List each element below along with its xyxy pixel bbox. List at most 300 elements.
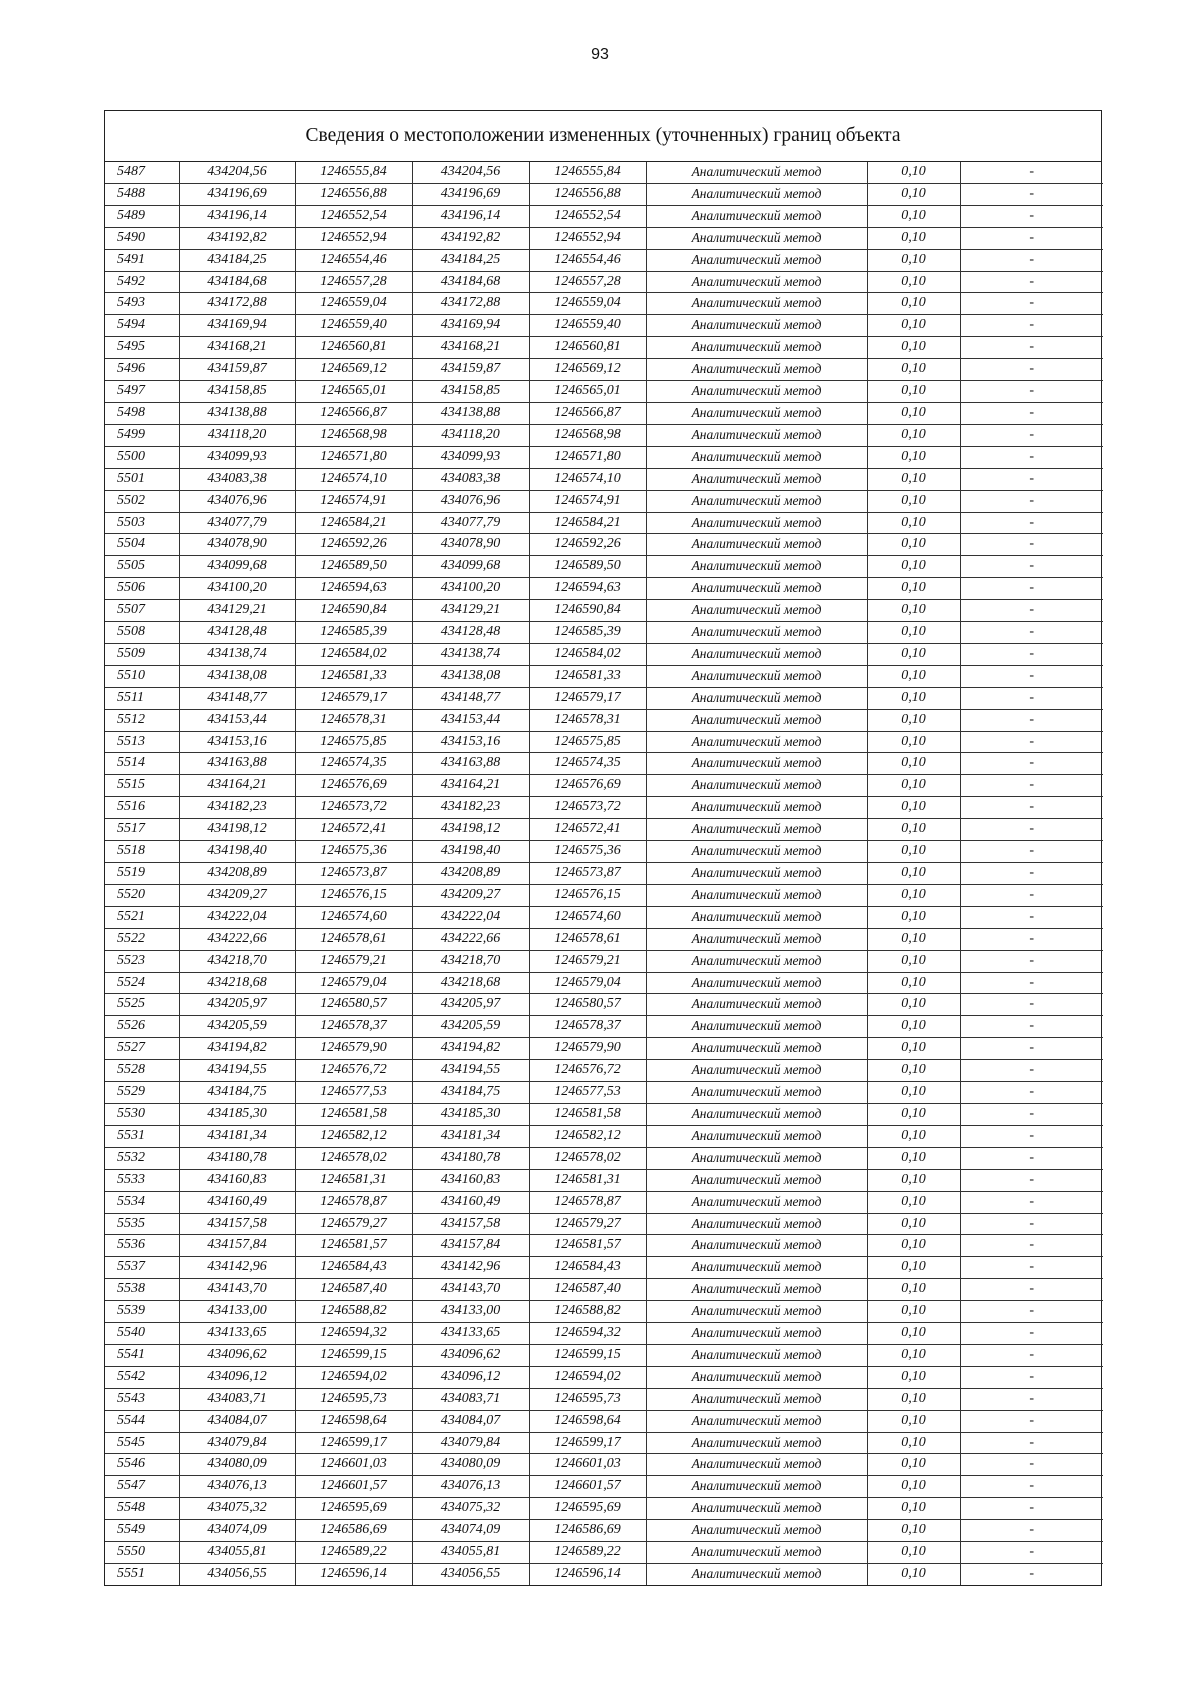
method-cell: Аналитический метод [646, 665, 867, 687]
x-new-cell: 434181,34 [412, 1125, 529, 1147]
accuracy-cell: 0,10 [867, 1213, 960, 1235]
y-old-cell: 1246574,35 [295, 753, 412, 775]
note-cell: - [960, 994, 1103, 1016]
point-number-cell: 5537 [105, 1257, 179, 1279]
accuracy-cell: 0,10 [867, 819, 960, 841]
y-old-cell: 1246576,72 [295, 1060, 412, 1082]
method-cell: Аналитический метод [646, 1279, 867, 1301]
table-row [105, 1476, 1103, 1498]
accuracy-cell: 0,10 [867, 249, 960, 271]
y-new-cell: 1246578,37 [529, 1016, 646, 1038]
point-number-cell: 5499 [105, 424, 179, 446]
table-row [105, 643, 1103, 665]
point-number-cell: 5541 [105, 1344, 179, 1366]
point-number-cell: 5489 [105, 205, 179, 227]
y-new-cell: 1246595,69 [529, 1498, 646, 1520]
note-cell: - [960, 1213, 1103, 1235]
y-old-cell: 1246573,87 [295, 863, 412, 885]
x-old-cell: 434169,94 [179, 315, 295, 337]
y-old-cell: 1246585,39 [295, 622, 412, 644]
y-old-cell: 1246592,26 [295, 534, 412, 556]
table-row [105, 1520, 1103, 1542]
x-old-cell: 434208,89 [179, 863, 295, 885]
method-cell: Аналитический метод [646, 643, 867, 665]
point-number-cell: 5523 [105, 950, 179, 972]
y-new-cell: 1246588,82 [529, 1301, 646, 1323]
note-cell: - [960, 731, 1103, 753]
note-cell: - [960, 359, 1103, 381]
note-cell: - [960, 424, 1103, 446]
y-new-cell: 1246584,21 [529, 512, 646, 534]
y-old-cell: 1246574,91 [295, 490, 412, 512]
accuracy-cell: 0,10 [867, 1388, 960, 1410]
x-old-cell: 434096,12 [179, 1366, 295, 1388]
x-old-cell: 434168,21 [179, 337, 295, 359]
accuracy-cell: 0,10 [867, 950, 960, 972]
y-new-cell: 1246574,91 [529, 490, 646, 512]
y-new-cell: 1246575,36 [529, 841, 646, 863]
table-row [105, 753, 1103, 775]
table-row [105, 1038, 1103, 1060]
note-cell: - [960, 1279, 1103, 1301]
y-new-cell: 1246576,72 [529, 1060, 646, 1082]
method-cell: Аналитический метод [646, 183, 867, 205]
note-cell: - [960, 1323, 1103, 1345]
boundary-table [104, 110, 1102, 1586]
y-old-cell: 1246587,40 [295, 1279, 412, 1301]
y-new-cell: 1246552,54 [529, 205, 646, 227]
accuracy-cell: 0,10 [867, 534, 960, 556]
x-old-cell: 434185,30 [179, 1103, 295, 1125]
accuracy-cell: 0,10 [867, 1103, 960, 1125]
table-row [105, 249, 1103, 271]
note-cell: - [960, 1191, 1103, 1213]
y-new-cell: 1246557,28 [529, 271, 646, 293]
note-cell: - [960, 446, 1103, 468]
y-old-cell: 1246578,31 [295, 709, 412, 731]
method-cell: Аналитический метод [646, 1060, 867, 1082]
y-old-cell: 1246574,10 [295, 468, 412, 490]
y-old-cell: 1246578,61 [295, 928, 412, 950]
y-old-cell: 1246580,57 [295, 994, 412, 1016]
table-row [105, 424, 1103, 446]
y-new-cell: 1246594,32 [529, 1323, 646, 1345]
point-number-cell: 5514 [105, 753, 179, 775]
method-cell: Аналитический метод [646, 468, 867, 490]
point-number-cell: 5525 [105, 994, 179, 1016]
x-new-cell: 434169,94 [412, 315, 529, 337]
y-new-cell: 1246575,85 [529, 731, 646, 753]
method-cell: Аналитический метод [646, 490, 867, 512]
table-row [105, 884, 1103, 906]
y-old-cell: 1246581,57 [295, 1235, 412, 1257]
x-old-cell: 434055,81 [179, 1542, 295, 1564]
accuracy-cell: 0,10 [867, 1191, 960, 1213]
x-old-cell: 434133,65 [179, 1323, 295, 1345]
y-old-cell: 1246579,21 [295, 950, 412, 972]
x-old-cell: 434160,49 [179, 1191, 295, 1213]
x-new-cell: 434222,04 [412, 906, 529, 928]
note-cell: - [960, 1564, 1103, 1585]
y-new-cell: 1246578,87 [529, 1191, 646, 1213]
table-row [105, 994, 1103, 1016]
x-old-cell: 434074,09 [179, 1520, 295, 1542]
x-new-cell: 434096,12 [412, 1366, 529, 1388]
x-old-cell: 434084,07 [179, 1410, 295, 1432]
x-old-cell: 434180,78 [179, 1147, 295, 1169]
y-new-cell: 1246579,27 [529, 1213, 646, 1235]
note-cell: - [960, 1301, 1103, 1323]
x-old-cell: 434129,21 [179, 600, 295, 622]
x-new-cell: 434077,79 [412, 512, 529, 534]
accuracy-cell: 0,10 [867, 1257, 960, 1279]
point-number-cell: 5539 [105, 1301, 179, 1323]
y-old-cell: 1246594,32 [295, 1323, 412, 1345]
x-old-cell: 434142,96 [179, 1257, 295, 1279]
accuracy-cell: 0,10 [867, 162, 960, 183]
note-cell: - [960, 1060, 1103, 1082]
note-cell: - [960, 1542, 1103, 1564]
x-old-cell: 434205,59 [179, 1016, 295, 1038]
y-old-cell: 1246594,63 [295, 578, 412, 600]
y-new-cell: 1246596,14 [529, 1564, 646, 1585]
note-cell: - [960, 906, 1103, 928]
table-row [105, 1213, 1103, 1235]
point-number-cell: 5528 [105, 1060, 179, 1082]
y-old-cell: 1246578,02 [295, 1147, 412, 1169]
method-cell: Аналитический метод [646, 337, 867, 359]
y-new-cell: 1246581,33 [529, 665, 646, 687]
y-new-cell: 1246581,57 [529, 1235, 646, 1257]
x-new-cell: 434184,68 [412, 271, 529, 293]
x-old-cell: 434153,16 [179, 731, 295, 753]
x-new-cell: 434083,71 [412, 1388, 529, 1410]
y-old-cell: 1246576,15 [295, 884, 412, 906]
y-new-cell: 1246578,31 [529, 709, 646, 731]
table-row [105, 972, 1103, 994]
y-old-cell: 1246595,69 [295, 1498, 412, 1520]
method-cell: Аналитический метод [646, 381, 867, 403]
x-old-cell: 434078,90 [179, 534, 295, 556]
x-new-cell: 434184,25 [412, 249, 529, 271]
note-cell: - [960, 1498, 1103, 1520]
point-number-cell: 5503 [105, 512, 179, 534]
table-row [105, 227, 1103, 249]
point-number-cell: 5524 [105, 972, 179, 994]
y-new-cell: 1246574,35 [529, 753, 646, 775]
method-cell: Аналитический метод [646, 1542, 867, 1564]
note-cell: - [960, 337, 1103, 359]
accuracy-cell: 0,10 [867, 1323, 960, 1345]
x-new-cell: 434138,08 [412, 665, 529, 687]
accuracy-cell: 0,10 [867, 227, 960, 249]
y-new-cell: 1246556,88 [529, 183, 646, 205]
x-old-cell: 434138,88 [179, 402, 295, 424]
y-old-cell: 1246601,57 [295, 1476, 412, 1498]
y-old-cell: 1246584,43 [295, 1257, 412, 1279]
method-cell: Аналитический метод [646, 249, 867, 271]
x-new-cell: 434194,55 [412, 1060, 529, 1082]
point-number-cell: 5540 [105, 1323, 179, 1345]
x-new-cell: 434138,88 [412, 402, 529, 424]
note-cell: - [960, 227, 1103, 249]
y-old-cell: 1246576,69 [295, 775, 412, 797]
accuracy-cell: 0,10 [867, 622, 960, 644]
note-cell: - [960, 1125, 1103, 1147]
method-cell: Аналитический метод [646, 446, 867, 468]
x-old-cell: 434128,48 [179, 622, 295, 644]
y-old-cell: 1246581,58 [295, 1103, 412, 1125]
method-cell: Аналитический метод [646, 709, 867, 731]
y-new-cell: 1246579,21 [529, 950, 646, 972]
table-row [105, 512, 1103, 534]
x-old-cell: 434077,79 [179, 512, 295, 534]
point-number-cell: 5522 [105, 928, 179, 950]
note-cell: - [960, 600, 1103, 622]
method-cell: Аналитический метод [646, 227, 867, 249]
method-cell: Аналитический метод [646, 1520, 867, 1542]
point-number-cell: 5512 [105, 709, 179, 731]
x-new-cell: 434164,21 [412, 775, 529, 797]
table-row [105, 1125, 1103, 1147]
y-old-cell: 1246560,81 [295, 337, 412, 359]
note-cell: - [960, 687, 1103, 709]
x-new-cell: 434129,21 [412, 600, 529, 622]
y-old-cell: 1246552,94 [295, 227, 412, 249]
note-cell: - [960, 1147, 1103, 1169]
accuracy-cell: 0,10 [867, 884, 960, 906]
accuracy-cell: 0,10 [867, 643, 960, 665]
method-cell: Аналитический метод [646, 578, 867, 600]
y-new-cell: 1246568,98 [529, 424, 646, 446]
method-cell: Аналитический метод [646, 1388, 867, 1410]
x-new-cell: 434194,82 [412, 1038, 529, 1060]
method-cell: Аналитический метод [646, 1082, 867, 1104]
y-old-cell: 1246579,27 [295, 1213, 412, 1235]
note-cell: - [960, 183, 1103, 205]
y-new-cell: 1246571,80 [529, 446, 646, 468]
point-number-cell: 5547 [105, 1476, 179, 1498]
x-new-cell: 434084,07 [412, 1410, 529, 1432]
table-row [105, 1257, 1103, 1279]
accuracy-cell: 0,10 [867, 1498, 960, 1520]
table-row [105, 1191, 1103, 1213]
y-old-cell: 1246571,80 [295, 446, 412, 468]
point-number-cell: 5502 [105, 490, 179, 512]
y-new-cell: 1246599,15 [529, 1344, 646, 1366]
x-new-cell: 434157,58 [412, 1213, 529, 1235]
accuracy-cell: 0,10 [867, 665, 960, 687]
x-old-cell: 434184,25 [179, 249, 295, 271]
accuracy-cell: 0,10 [867, 797, 960, 819]
note-cell: - [960, 797, 1103, 819]
y-new-cell: 1246594,63 [529, 578, 646, 600]
point-number-cell: 5543 [105, 1388, 179, 1410]
x-old-cell: 434196,69 [179, 183, 295, 205]
method-cell: Аналитический метод [646, 1498, 867, 1520]
x-new-cell: 434196,14 [412, 205, 529, 227]
accuracy-cell: 0,10 [867, 315, 960, 337]
accuracy-cell: 0,10 [867, 271, 960, 293]
method-cell: Аналитический метод [646, 162, 867, 183]
table-row [105, 578, 1103, 600]
y-new-cell: 1246589,50 [529, 556, 646, 578]
y-old-cell: 1246568,98 [295, 424, 412, 446]
x-old-cell: 434184,75 [179, 1082, 295, 1104]
x-new-cell: 434143,70 [412, 1279, 529, 1301]
method-cell: Аналитический метод [646, 972, 867, 994]
method-cell: Аналитический метод [646, 315, 867, 337]
table-row [105, 1016, 1103, 1038]
accuracy-cell: 0,10 [867, 337, 960, 359]
point-number-cell: 5545 [105, 1432, 179, 1454]
x-new-cell: 434138,74 [412, 643, 529, 665]
note-cell: - [960, 1476, 1103, 1498]
x-old-cell: 434163,88 [179, 753, 295, 775]
x-new-cell: 434083,38 [412, 468, 529, 490]
table-row [105, 731, 1103, 753]
note-cell: - [960, 468, 1103, 490]
x-new-cell: 434079,84 [412, 1432, 529, 1454]
y-old-cell: 1246559,40 [295, 315, 412, 337]
y-old-cell: 1246566,87 [295, 402, 412, 424]
table-row [105, 1060, 1103, 1082]
y-new-cell: 1246582,12 [529, 1125, 646, 1147]
y-new-cell: 1246579,17 [529, 687, 646, 709]
y-old-cell: 1246589,50 [295, 556, 412, 578]
x-new-cell: 434142,96 [412, 1257, 529, 1279]
x-new-cell: 434218,68 [412, 972, 529, 994]
accuracy-cell: 0,10 [867, 1454, 960, 1476]
y-new-cell: 1246581,31 [529, 1169, 646, 1191]
point-number-cell: 5498 [105, 402, 179, 424]
point-number-cell: 5495 [105, 337, 179, 359]
x-new-cell: 434080,09 [412, 1454, 529, 1476]
y-old-cell: 1246588,82 [295, 1301, 412, 1323]
y-old-cell: 1246594,02 [295, 1366, 412, 1388]
table-row [105, 709, 1103, 731]
x-new-cell: 434209,27 [412, 884, 529, 906]
note-cell: - [960, 972, 1103, 994]
method-cell: Аналитический метод [646, 797, 867, 819]
point-number-cell: 5551 [105, 1564, 179, 1585]
method-cell: Аналитический метод [646, 1213, 867, 1235]
note-cell: - [960, 249, 1103, 271]
method-cell: Аналитический метод [646, 1476, 867, 1498]
y-new-cell: 1246601,03 [529, 1454, 646, 1476]
x-new-cell: 434160,49 [412, 1191, 529, 1213]
y-new-cell: 1246574,60 [529, 906, 646, 928]
x-new-cell: 434205,97 [412, 994, 529, 1016]
method-cell: Аналитический метод [646, 994, 867, 1016]
accuracy-cell: 0,10 [867, 512, 960, 534]
point-number-cell: 5488 [105, 183, 179, 205]
point-number-cell: 5490 [105, 227, 179, 249]
point-number-cell: 5518 [105, 841, 179, 863]
note-cell: - [960, 1082, 1103, 1104]
method-cell: Аналитический метод [646, 731, 867, 753]
note-cell: - [960, 1366, 1103, 1388]
accuracy-cell: 0,10 [867, 1279, 960, 1301]
method-cell: Аналитический метод [646, 293, 867, 315]
x-old-cell: 434164,21 [179, 775, 295, 797]
table-row [105, 1344, 1103, 1366]
method-cell: Аналитический метод [646, 884, 867, 906]
x-new-cell: 434133,00 [412, 1301, 529, 1323]
x-old-cell: 434148,77 [179, 687, 295, 709]
x-old-cell: 434194,82 [179, 1038, 295, 1060]
note-cell: - [960, 402, 1103, 424]
method-cell: Аналитический метод [646, 1366, 867, 1388]
accuracy-cell: 0,10 [867, 841, 960, 863]
table-row [105, 665, 1103, 687]
x-old-cell: 434153,44 [179, 709, 295, 731]
point-number-cell: 5546 [105, 1454, 179, 1476]
method-cell: Аналитический метод [646, 622, 867, 644]
y-new-cell: 1246584,02 [529, 643, 646, 665]
x-new-cell: 434074,09 [412, 1520, 529, 1542]
method-cell: Аналитический метод [646, 534, 867, 556]
x-old-cell: 434218,70 [179, 950, 295, 972]
method-cell: Аналитический метод [646, 1125, 867, 1147]
note-cell: - [960, 1235, 1103, 1257]
method-cell: Аналитический метод [646, 1191, 867, 1213]
y-new-cell: 1246573,72 [529, 797, 646, 819]
x-new-cell: 434185,30 [412, 1103, 529, 1125]
accuracy-cell: 0,10 [867, 1038, 960, 1060]
point-number-cell: 5507 [105, 600, 179, 622]
accuracy-cell: 0,10 [867, 402, 960, 424]
point-number-cell: 5497 [105, 381, 179, 403]
y-old-cell: 1246569,12 [295, 359, 412, 381]
method-cell: Аналитический метод [646, 1147, 867, 1169]
y-old-cell: 1246590,84 [295, 600, 412, 622]
x-old-cell: 434157,58 [179, 1213, 295, 1235]
accuracy-cell: 0,10 [867, 381, 960, 403]
x-old-cell: 434159,87 [179, 359, 295, 381]
table-row [105, 1169, 1103, 1191]
y-old-cell: 1246554,46 [295, 249, 412, 271]
note-cell: - [960, 381, 1103, 403]
y-old-cell: 1246577,53 [295, 1082, 412, 1104]
y-new-cell: 1246552,94 [529, 227, 646, 249]
accuracy-cell: 0,10 [867, 468, 960, 490]
accuracy-cell: 0,10 [867, 183, 960, 205]
table-row [105, 315, 1103, 337]
x-new-cell: 434182,23 [412, 797, 529, 819]
table-row [105, 205, 1103, 227]
y-new-cell: 1246578,02 [529, 1147, 646, 1169]
y-old-cell: 1246584,02 [295, 643, 412, 665]
x-new-cell: 434096,62 [412, 1344, 529, 1366]
method-cell: Аналитический метод [646, 687, 867, 709]
table-row [105, 1366, 1103, 1388]
coordinates-table [105, 162, 1103, 1585]
table-row [105, 950, 1103, 972]
x-old-cell: 434118,20 [179, 424, 295, 446]
method-cell: Аналитический метод [646, 600, 867, 622]
accuracy-cell: 0,10 [867, 1082, 960, 1104]
table-row [105, 490, 1103, 512]
x-old-cell: 434083,71 [179, 1388, 295, 1410]
accuracy-cell: 0,10 [867, 424, 960, 446]
y-new-cell: 1246576,69 [529, 775, 646, 797]
y-new-cell: 1246559,04 [529, 293, 646, 315]
x-new-cell: 434159,87 [412, 359, 529, 381]
note-cell: - [960, 1016, 1103, 1038]
accuracy-cell: 0,10 [867, 994, 960, 1016]
accuracy-cell: 0,10 [867, 775, 960, 797]
